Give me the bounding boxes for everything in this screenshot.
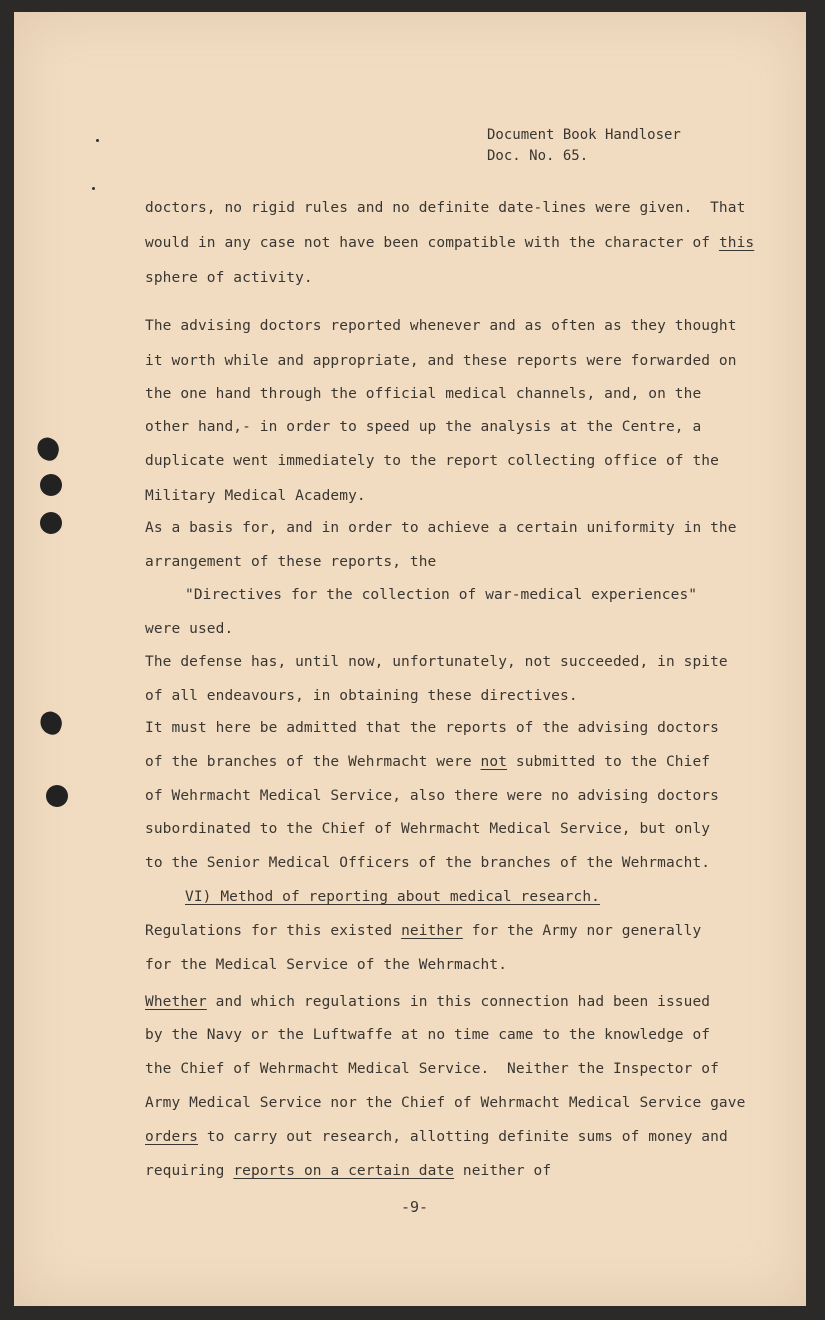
body-line bbox=[145, 654, 728, 670]
underlined-text: VI) Method of reporting about medical research. bbox=[185, 889, 600, 905]
body-line bbox=[145, 754, 710, 770]
text-segment: It must here be admitted that the reports of the advising doctors bbox=[145, 720, 719, 736]
body-line bbox=[145, 688, 578, 704]
body-line bbox=[145, 520, 737, 536]
body-line bbox=[145, 235, 754, 251]
text-segment: by the Navy or the Luftwaffe at no time came to the knowledge of bbox=[145, 1027, 711, 1043]
text-segment: other hand,- in order to speed up the analysis at the Centre, a bbox=[145, 419, 702, 435]
punch-hole bbox=[46, 785, 68, 807]
text-segment: arrangement of these reports, the bbox=[145, 554, 437, 570]
body-line bbox=[145, 1061, 719, 1077]
text-segment: of the branches of the Wehrmacht were bbox=[145, 754, 481, 770]
body-line bbox=[145, 923, 701, 939]
body-line bbox=[145, 1129, 728, 1145]
body-line bbox=[145, 270, 313, 286]
underlined-text: this bbox=[718, 235, 755, 251]
body-line bbox=[145, 957, 507, 973]
document-page bbox=[14, 12, 806, 1306]
document-header bbox=[487, 125, 681, 167]
text-segment: As a basis for, and in order to achieve a certain uniformity in the bbox=[145, 520, 737, 536]
header-book-title: Document Book Handloser bbox=[487, 127, 681, 143]
text-segment: for the Medical Service of the Wehrmacht. bbox=[145, 957, 508, 973]
text-segment: submitted to the Chief bbox=[507, 754, 711, 770]
text-segment: subordinated to the Chief of Wehrmacht Medical Service, but only bbox=[145, 821, 711, 837]
text-segment: and which regulations in this connection had been issued bbox=[206, 994, 711, 1010]
body-line bbox=[145, 1095, 745, 1111]
body-line bbox=[145, 720, 719, 736]
body-line bbox=[145, 788, 719, 804]
body-line bbox=[145, 1027, 710, 1043]
body-line bbox=[145, 488, 366, 504]
punch-hole bbox=[40, 474, 62, 496]
body-line bbox=[145, 200, 745, 216]
text-segment: sphere of activity. bbox=[145, 270, 313, 286]
body-line bbox=[145, 994, 710, 1010]
underlined-text: reports on a certain date bbox=[233, 1163, 455, 1179]
text-segment: were used. bbox=[145, 621, 234, 637]
text-segment: Regulations for this existed bbox=[145, 923, 402, 939]
body-line bbox=[185, 889, 600, 905]
body-line bbox=[145, 353, 737, 369]
text-segment: to carry out research, allotting definite sums of money and bbox=[197, 1129, 728, 1145]
underlined-text: Whether bbox=[145, 994, 207, 1010]
text-segment: The defense has, until now, unfortunately, not succeeded, in spite bbox=[145, 654, 728, 670]
underlined-text: not bbox=[480, 754, 508, 770]
text-segment: the Chief of Wehrmacht Medical Service. Neither the Inspector of bbox=[145, 1061, 719, 1077]
text-segment: of all endeavours, in obtaining these directives. bbox=[145, 688, 578, 704]
body-line bbox=[145, 386, 701, 402]
text-segment: neither of bbox=[454, 1163, 552, 1179]
text-segment: would in any case not have been compatible with the character of bbox=[145, 235, 719, 251]
ink-speck bbox=[96, 139, 99, 142]
underlined-text: neither bbox=[401, 923, 463, 939]
text-segment: the one hand through the official medical channels, and, on the bbox=[145, 386, 702, 402]
page-number: -9- bbox=[401, 1198, 429, 1216]
text-segment: it worth while and appropriate, and these reports were forwarded on bbox=[145, 353, 737, 369]
text-segment: The advising doctors reported whenever and as often as they thought bbox=[145, 318, 737, 334]
body-line bbox=[145, 419, 701, 435]
text-segment: Army Medical Service nor the Chief of Wehrmacht Medical Service gave bbox=[145, 1095, 746, 1111]
body-line bbox=[145, 554, 436, 570]
underlined-text: orders bbox=[145, 1129, 198, 1145]
text-segment: Military Medical Academy. bbox=[145, 488, 366, 504]
text-segment: doctors, no rigid rules and no definite date-lines were given. That bbox=[145, 200, 746, 216]
punch-hole bbox=[37, 709, 65, 737]
body-line bbox=[145, 1163, 551, 1179]
text-segment: for the Army nor generally bbox=[462, 923, 702, 939]
text-segment: duplicate went immediately to the report collecting office of the bbox=[145, 453, 719, 469]
body-line bbox=[145, 621, 233, 637]
text-segment: requiring bbox=[145, 1163, 234, 1179]
body-line bbox=[145, 318, 737, 334]
body-line bbox=[185, 587, 697, 603]
text-segment: to the Senior Medical Officers of the branches of the Wehrmacht. bbox=[145, 855, 711, 871]
ink-speck bbox=[92, 187, 95, 190]
punch-hole bbox=[34, 435, 62, 463]
text-segment: "Directives for the collection of war-medical experiences" bbox=[185, 587, 698, 603]
punch-hole bbox=[40, 512, 62, 534]
text-segment: of Wehrmacht Medical Service, also there were no advising doctors bbox=[145, 788, 719, 804]
body-line bbox=[145, 821, 710, 837]
header-doc-number: Doc. No. 65. bbox=[487, 148, 589, 164]
body-line bbox=[145, 453, 719, 469]
body-line bbox=[145, 855, 710, 871]
